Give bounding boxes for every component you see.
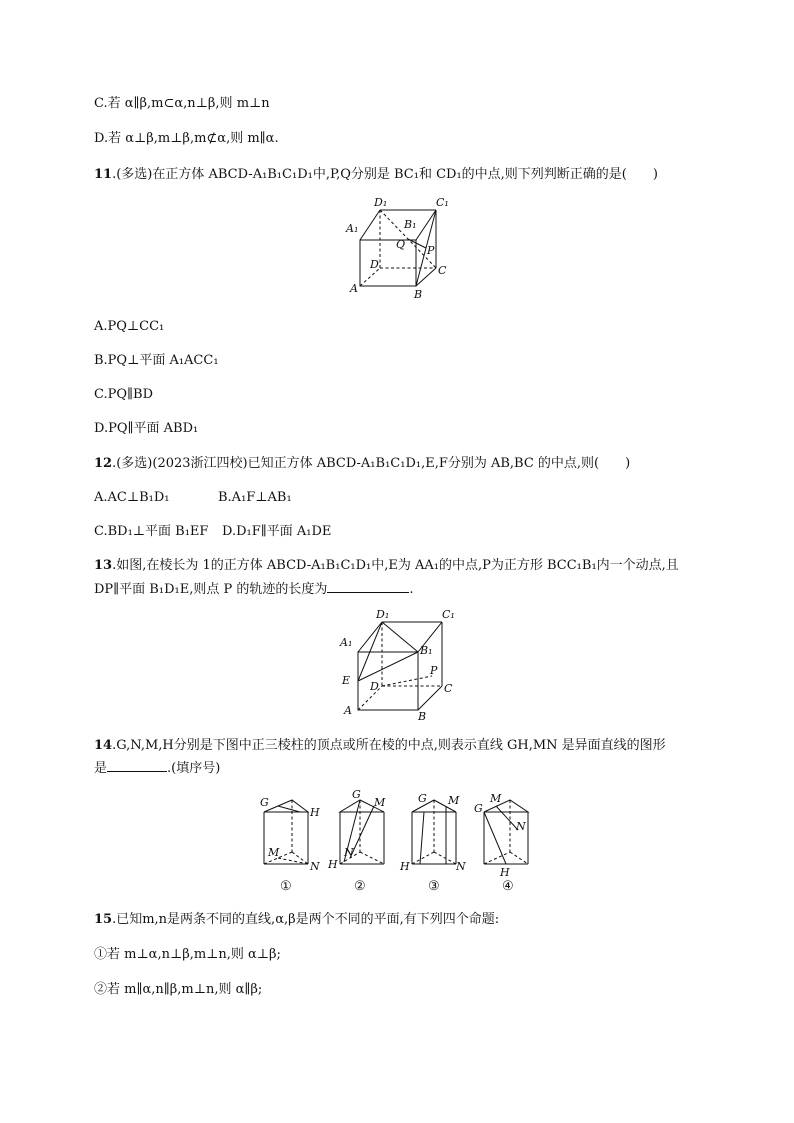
q15-stem: [94, 910, 499, 930]
q14-figure-1: [260, 796, 320, 894]
q13-stem-end: .: [409, 582, 414, 597]
q15-number: 15: [94, 912, 113, 927]
q13-label-b1: B₁: [420, 644, 433, 657]
q12-stem-text: .(多选)(2023浙江四校)已知正方体 ABCD-A₁B₁C₁D₁,E,F分别为 AB,BC 的中点,则( ): [112, 456, 631, 471]
svg-text:G: G: [260, 796, 269, 809]
q14-stem-line1: [94, 736, 666, 756]
q13-stem-line1: [94, 556, 679, 576]
q11-label-a: A: [350, 282, 358, 295]
q10-option-d: D.若 α⊥β,m⊥β,m⊄α,则 m∥α.: [94, 131, 279, 146]
q14-caption-3: ③: [428, 879, 440, 894]
q11-label-b: B: [414, 288, 423, 301]
q13-number: 13: [94, 558, 113, 573]
q13-answer-blank[interactable]: [327, 578, 409, 593]
q13-label-e: E: [342, 674, 351, 687]
q14-stem-line2: [94, 757, 220, 779]
q15-proposition-1: ①若 m⊥α,n⊥β,m⊥n,则 α⊥β;: [94, 947, 281, 962]
q13-label-d1: D₁: [376, 608, 390, 621]
q13-label-d: D: [370, 680, 379, 693]
q14-figure-2: [327, 788, 386, 894]
q12-option-b: B.A₁F⊥AB₁: [218, 490, 292, 505]
q12-option-d: D.D₁F∥平面 A₁DE: [222, 524, 332, 539]
svg-text:G: G: [418, 792, 427, 805]
q14-prism-figures: [256, 788, 546, 896]
q11-label-q: Q: [396, 238, 406, 251]
q15-stem-text: .已知m,n是两条不同的直线,α,β是两个不同的平面,有下列四个命题:: [112, 912, 500, 927]
q11-front-face: [360, 240, 416, 286]
q11-label-c1: C₁: [436, 196, 449, 209]
q14-stem-end: .(填序号): [167, 761, 221, 776]
q11-number: 11: [94, 167, 113, 182]
q10-option-c: C.若 α∥β,m⊂α,n⊥β,则 m⊥n: [94, 96, 270, 111]
svg-text:M: M: [268, 846, 280, 859]
svg-text:H: H: [310, 806, 320, 819]
q11-label-d1: D₁: [374, 196, 388, 209]
q13-label-c: C: [444, 682, 453, 695]
q13-cube-figure: [334, 604, 464, 722]
q11-option-d: D.PQ∥平面 ABD₁: [94, 421, 199, 436]
q14-stem-text2: 是: [94, 761, 108, 776]
svg-text:G: G: [352, 788, 361, 801]
svg-text:H: H: [500, 866, 510, 879]
q12-option-a: A.AC⊥B₁D₁: [94, 490, 170, 505]
q11-label-p: P: [427, 244, 435, 257]
q12-option-c: C.BD₁⊥平面 B₁EF: [94, 524, 209, 539]
q13-stem-text2: DP∥平面 B₁D₁E,则点 P 的轨迹的长度为: [94, 582, 328, 597]
q11-stem: [94, 165, 658, 185]
q13-label-a: A: [344, 704, 352, 717]
q13-stem-text1: .如图,在棱长为 1的正方体 ABCD-A₁B₁C₁D₁中,E为 AA₁的中点,P为正方形 BCC₁B₁内一个动点,且: [112, 558, 679, 573]
svg-text:M: M: [490, 792, 502, 805]
q11-option-b: B.PQ⊥平面 A₁ACC₁: [94, 353, 219, 368]
q13-label-b: B: [418, 710, 427, 722]
q13-label-p: P: [430, 664, 438, 677]
q13-stem-line2: [94, 578, 413, 600]
svg-text:H: H: [328, 858, 338, 871]
q12-stem: [94, 454, 630, 474]
q12-number: 12: [94, 456, 113, 471]
q11-label-b1: B₁: [404, 218, 417, 231]
q14-caption-2: ②: [354, 879, 366, 894]
q11-option-c: C.PQ∥BD: [94, 387, 154, 402]
svg-text:N: N: [456, 860, 466, 873]
q13-label-c1: C₁: [442, 608, 455, 621]
q11-stem-text: .(多选)在正方体 ABCD-A₁B₁C₁D₁中,P,Q分别是 BC₁和 CD₁的中点,则下列判断正确的是( ): [112, 167, 658, 182]
svg-text:M: M: [374, 796, 386, 809]
q15-proposition-2: ②若 m∥α,n∥β,m⊥n,则 α∥β;: [94, 982, 263, 997]
q14-figure-4: [474, 792, 528, 894]
q14-number: 14: [94, 738, 113, 753]
q14-answer-blank[interactable]: [107, 757, 167, 772]
q14-figure-3: [399, 792, 466, 894]
q14-stem-text1: .G,N,M,H分别是下图中正三棱柱的顶点或所在棱的中点,则表示直线 GH,MN 是异面直线的图形: [112, 738, 666, 753]
q11-label-c: C: [438, 264, 447, 277]
svg-text:N: N: [516, 820, 526, 833]
q11-cube-figure: [340, 194, 460, 304]
q11-label-a1: A₁: [346, 222, 359, 235]
q11-option-a: A.PQ⊥CC₁: [94, 319, 165, 334]
svg-text:N: N: [344, 846, 354, 859]
q14-caption-1: ①: [280, 879, 292, 894]
svg-text:N: N: [310, 860, 320, 873]
q14-caption-4: ④: [502, 879, 514, 894]
q11-label-d: D: [370, 258, 379, 271]
q13-label-a1: A₁: [340, 636, 353, 649]
svg-text:M: M: [448, 794, 460, 807]
svg-text:H: H: [400, 860, 410, 873]
svg-text:G: G: [474, 802, 483, 815]
